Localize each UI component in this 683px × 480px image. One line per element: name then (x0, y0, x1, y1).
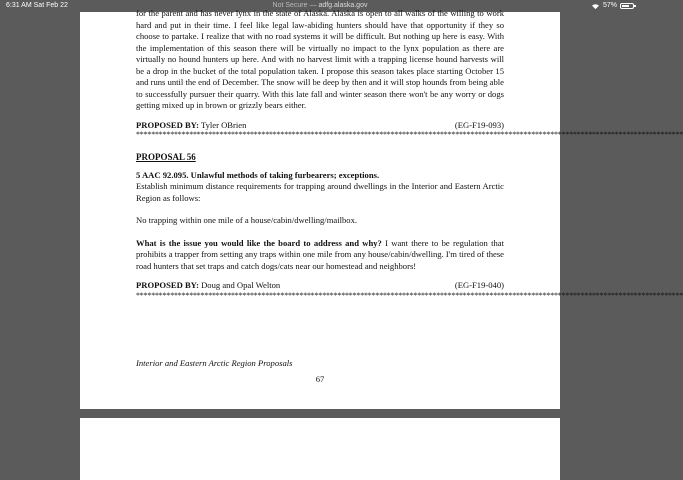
proposed-by-label: PROPOSED BY: (136, 280, 199, 290)
proposal-code: (EG-F19-040) (454, 280, 504, 290)
body-paragraph: for the parent and has never lynx in the state of Alaska. Alaska is open to all walks of the willing to work hard and put in their time. I feel like legal law-abiding hunters should have that opportunity if they so choose to partake. I realize that with no road systems it will be difficult. But nothing up here is easy. With the implementation of this season there will be virtually no impact to the lynx population as there are virtually no hound hunters up here. And with no harvest limit with a trapping license hound harvests will be a drop in the bucket of the total population taken. I propose this season takes place starting October 15 and runs until the end of December. The snow will be deep by then and it will stop hounds from being able to successfully pursuer their quarry. With this late fall and winter season there won't be any worry or dogs getting mixed up in brown or grizzly bears either. (136, 8, 504, 110)
issue-question: What is the issue you would like the board to address and why? (136, 237, 382, 248)
proposal-code: (EG-F19-093) (454, 119, 504, 130)
issue-paragraph (136, 238, 504, 273)
clock-date: 6:31 AM Sat Feb 22 (6, 2, 68, 9)
battery-percent: 57% (602, 2, 617, 9)
proposal-summary: Establish minimum distance requirements for trapping around dwellings in the Interior and Eastern Arctic Region as follows: (136, 181, 504, 203)
proposal-title: PROPOSAL 56 (136, 152, 196, 162)
page-content (136, 8, 683, 300)
separator-stars: ************************************************************************************************************************************************ (136, 130, 683, 139)
wifi-icon (591, 3, 600, 10)
status-icons (591, 0, 634, 12)
next-document-page (80, 418, 560, 480)
proposed-by-line (136, 280, 504, 292)
issue-answer: I want there to be regulation that prohibits a trapper from setting any traps within one mile from any house/cabin/dwelling. I'm tired of these road hunters that set traps and catch dogs/cats near our homestead and neighbors! (136, 237, 504, 271)
separator-stars: ************************************************************************************************************************************************ (136, 290, 683, 300)
regulation-heading: 5 AAC 92.095. Unlawful methods of taking furbearers; exceptions. (136, 169, 380, 180)
proposal-text: No trapping within one mile of a house/cabin/dwelling/mailbox. (136, 215, 358, 225)
document-page (80, 8, 683, 409)
proposer-name: Doug and Opal Welton (198, 280, 281, 290)
page-number: 67 (315, 374, 325, 384)
battery-icon (620, 3, 634, 9)
proposed-by-label: PROPOSED BY: (136, 119, 199, 130)
footer-title: Interior and Eastern Arctic Region Proposals (136, 358, 293, 368)
proposer-name: Tyler OBrien (198, 119, 247, 130)
not-secure-label: Not Secure — (272, 2, 317, 9)
url-text: adfg.alaska.gov (318, 2, 368, 9)
